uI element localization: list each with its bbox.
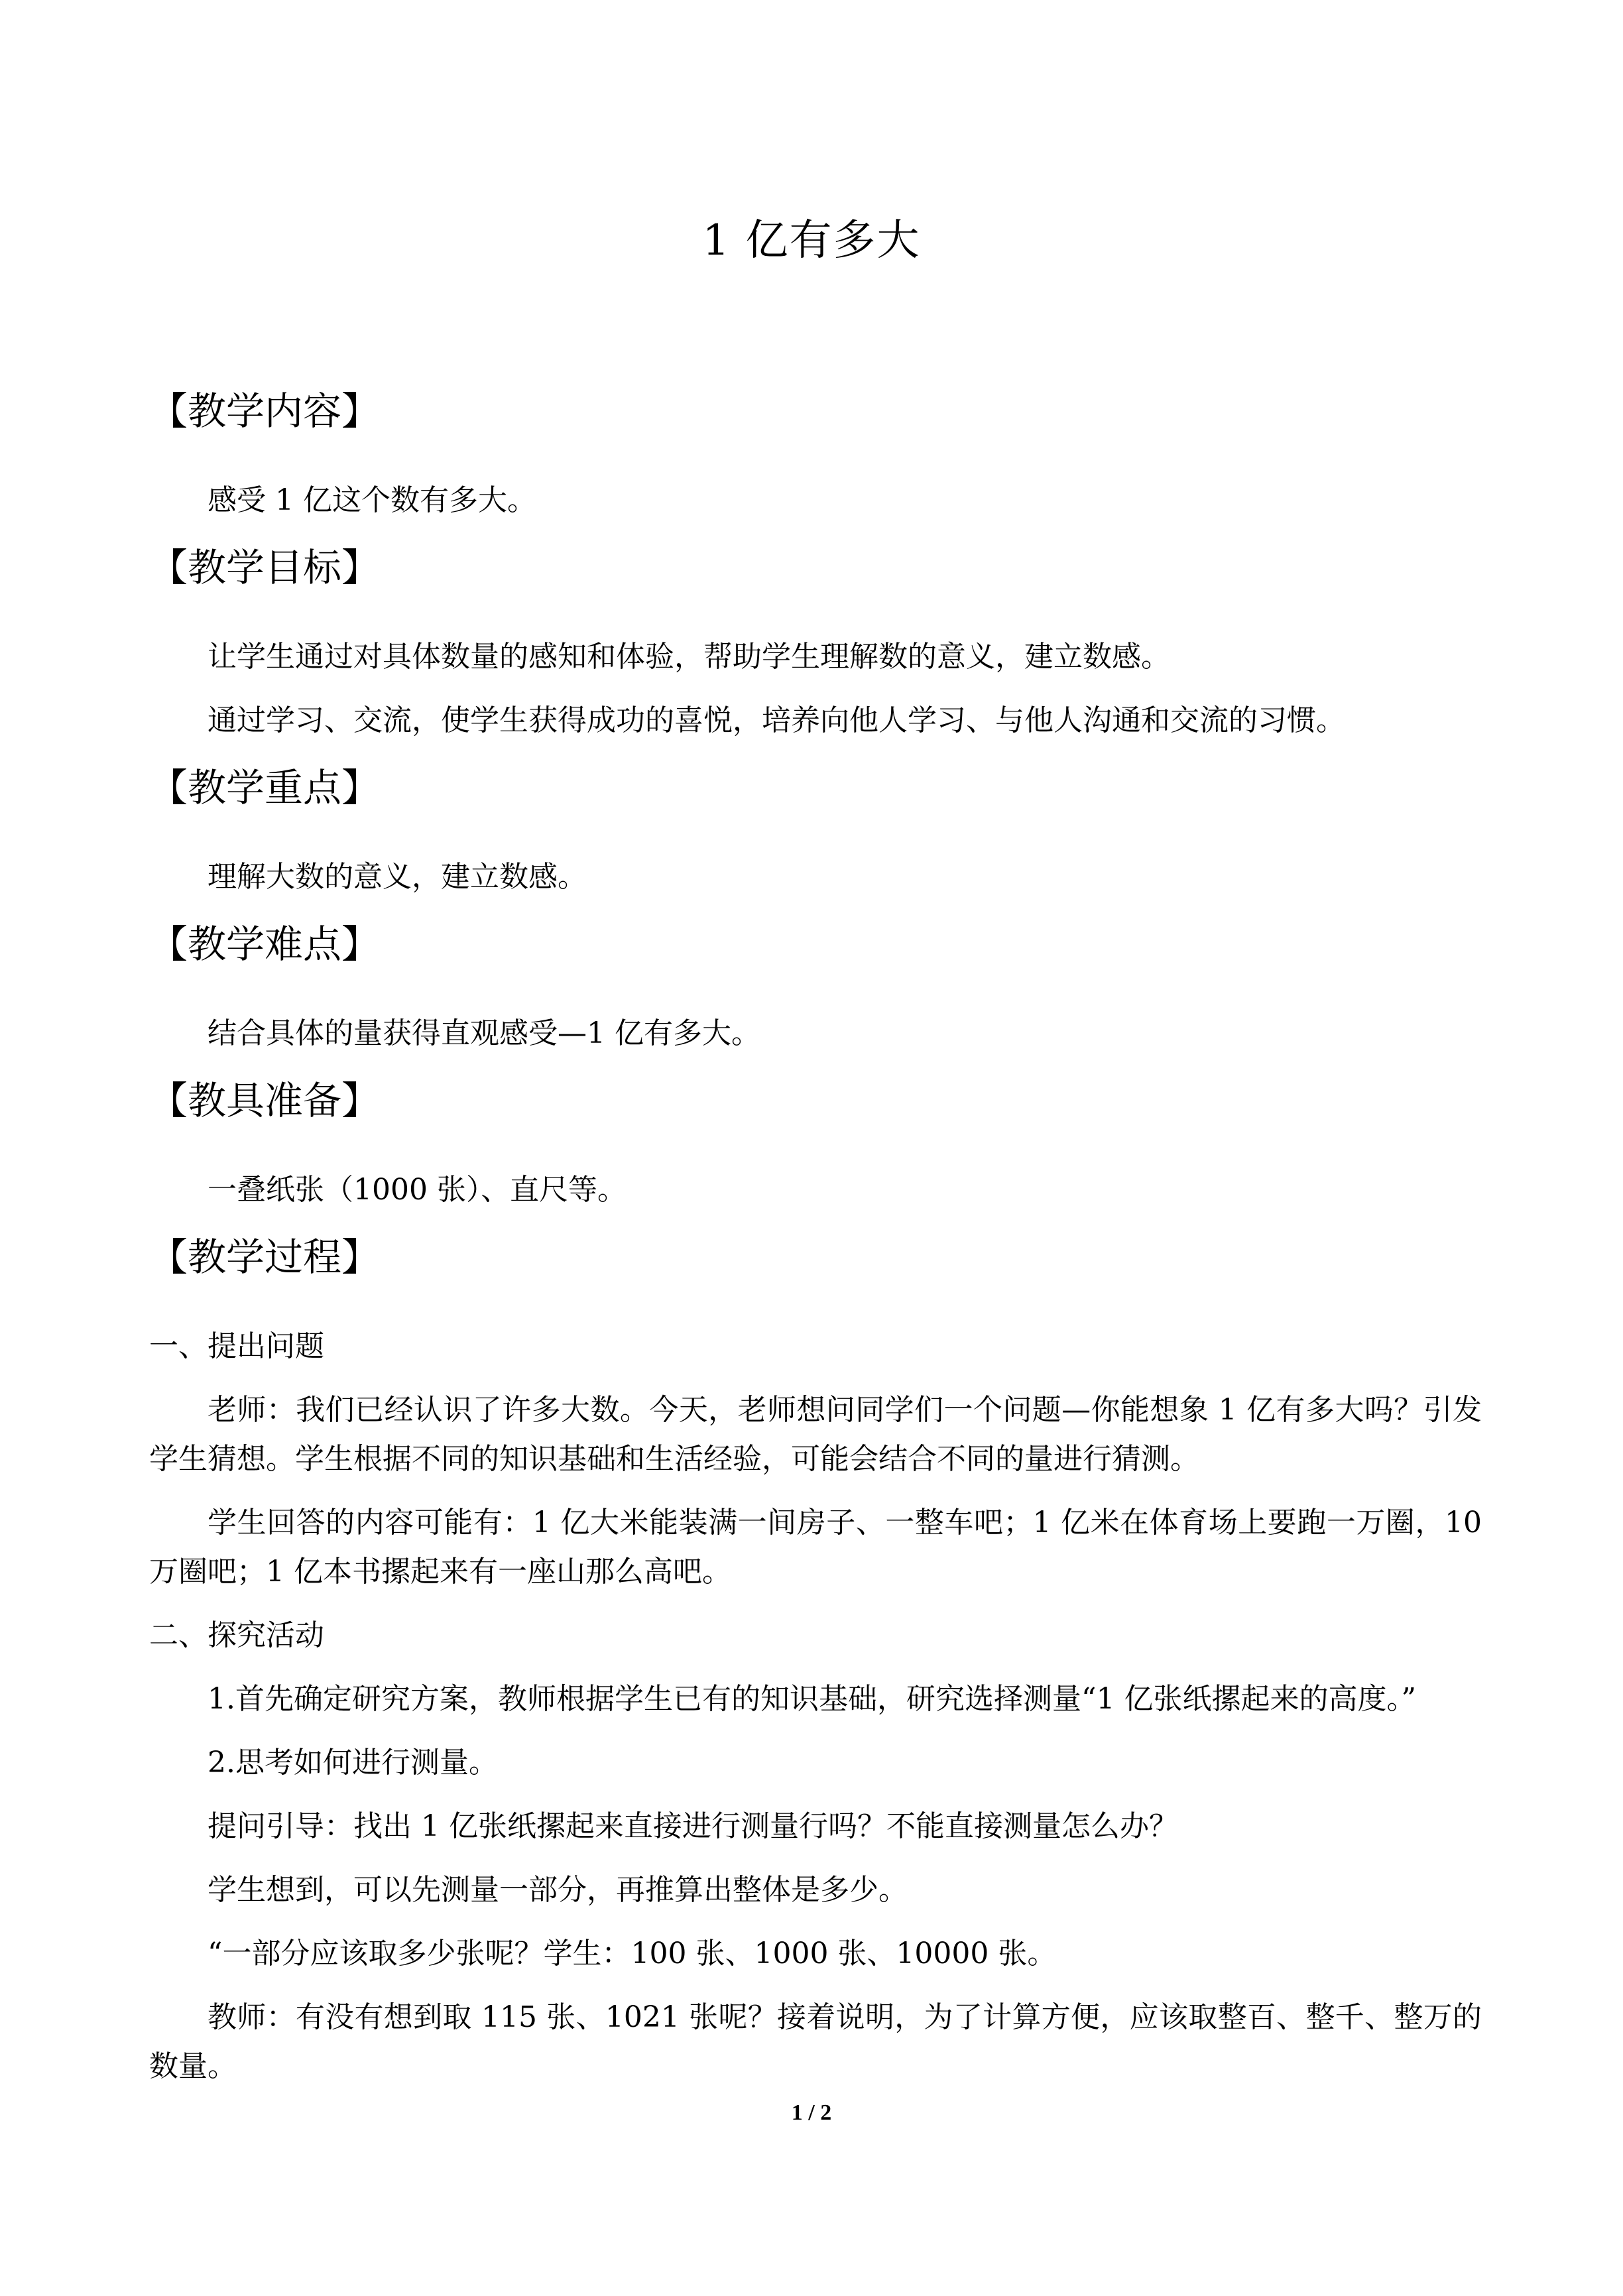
paragraph: 通过学习、交流，使学生获得成功的喜悦，培养向他人学习、与他人沟通和交流的习惯。 [208,703,1345,737]
section-heading-goals: 【教学目标】 [149,545,381,590]
subsection-title: 二、探究活动 [149,1618,324,1652]
subsection-title: 一、提出问题 [149,1329,324,1363]
paragraph: 感受 1 亿这个数有多大。 [208,483,536,517]
section-heading-key-points: 【教学重点】 [149,765,381,810]
paragraph: 学生回答的内容可能有：1 亿大米能装满一间房子、一整车吧；1 亿米在体育场上要跑一万圈，10 万圈吧；1 亿本书摞起来有一座山那么高吧。 [149,1506,1482,1589]
paragraph: 2.思考如何进行测量。 [208,1746,498,1780]
paragraph: 提问引导：找出 1 亿张纸摞起来直接进行测量行吗？不能直接测量怎么办？ [208,1809,1178,1843]
paragraph: 一叠纸张（1000 张）、直尺等。 [208,1173,627,1207]
paragraph: “一部分应该取多少张呢？学生：100 张、1000 张、10000 张。 [208,1937,1057,1970]
paragraph: 1.首先确定研究方案，教师根据学生已有的知识基础，研究选择测量“1 亿张纸摞起来的高度。” [208,1682,1416,1716]
section-heading-materials: 【教具准备】 [149,1078,381,1123]
section-heading-difficulties: 【教学难点】 [149,922,381,967]
paragraph: 老师：我们已经认识了许多大数。今天，老师想问同学们一个问题—你能想象 1 亿有多大吗？引发学生猜想。学生根据不同的知识基础和生活经验，可能会结合不同的量进行猜测。 [149,1393,1482,1476]
page-number: 1 / 2 [791,2100,832,2125]
document-title: 1 亿有多大 [702,216,921,265]
section-heading-process: 【教学过程】 [149,1235,381,1280]
paragraph: 结合具体的量获得直观感受—1 亿有多大。 [208,1016,760,1050]
paragraph: 教师：有没有想到取 115 张、1021 张呢？接着说明，为了计算方便，应该取整百、整千、整万的数量。 [149,2000,1482,2083]
paragraph: 学生想到，可以先测量一部分，再推算出整体是多少。 [208,1873,908,1907]
paragraph: 理解大数的意义，建立数感。 [208,860,587,894]
paragraph: 让学生通过对具体数量的感知和体验，帮助学生理解数的意义，建立数感。 [208,640,1170,674]
document-body [149,385,1482,2091]
section-heading-content: 【教学内容】 [149,389,381,434]
